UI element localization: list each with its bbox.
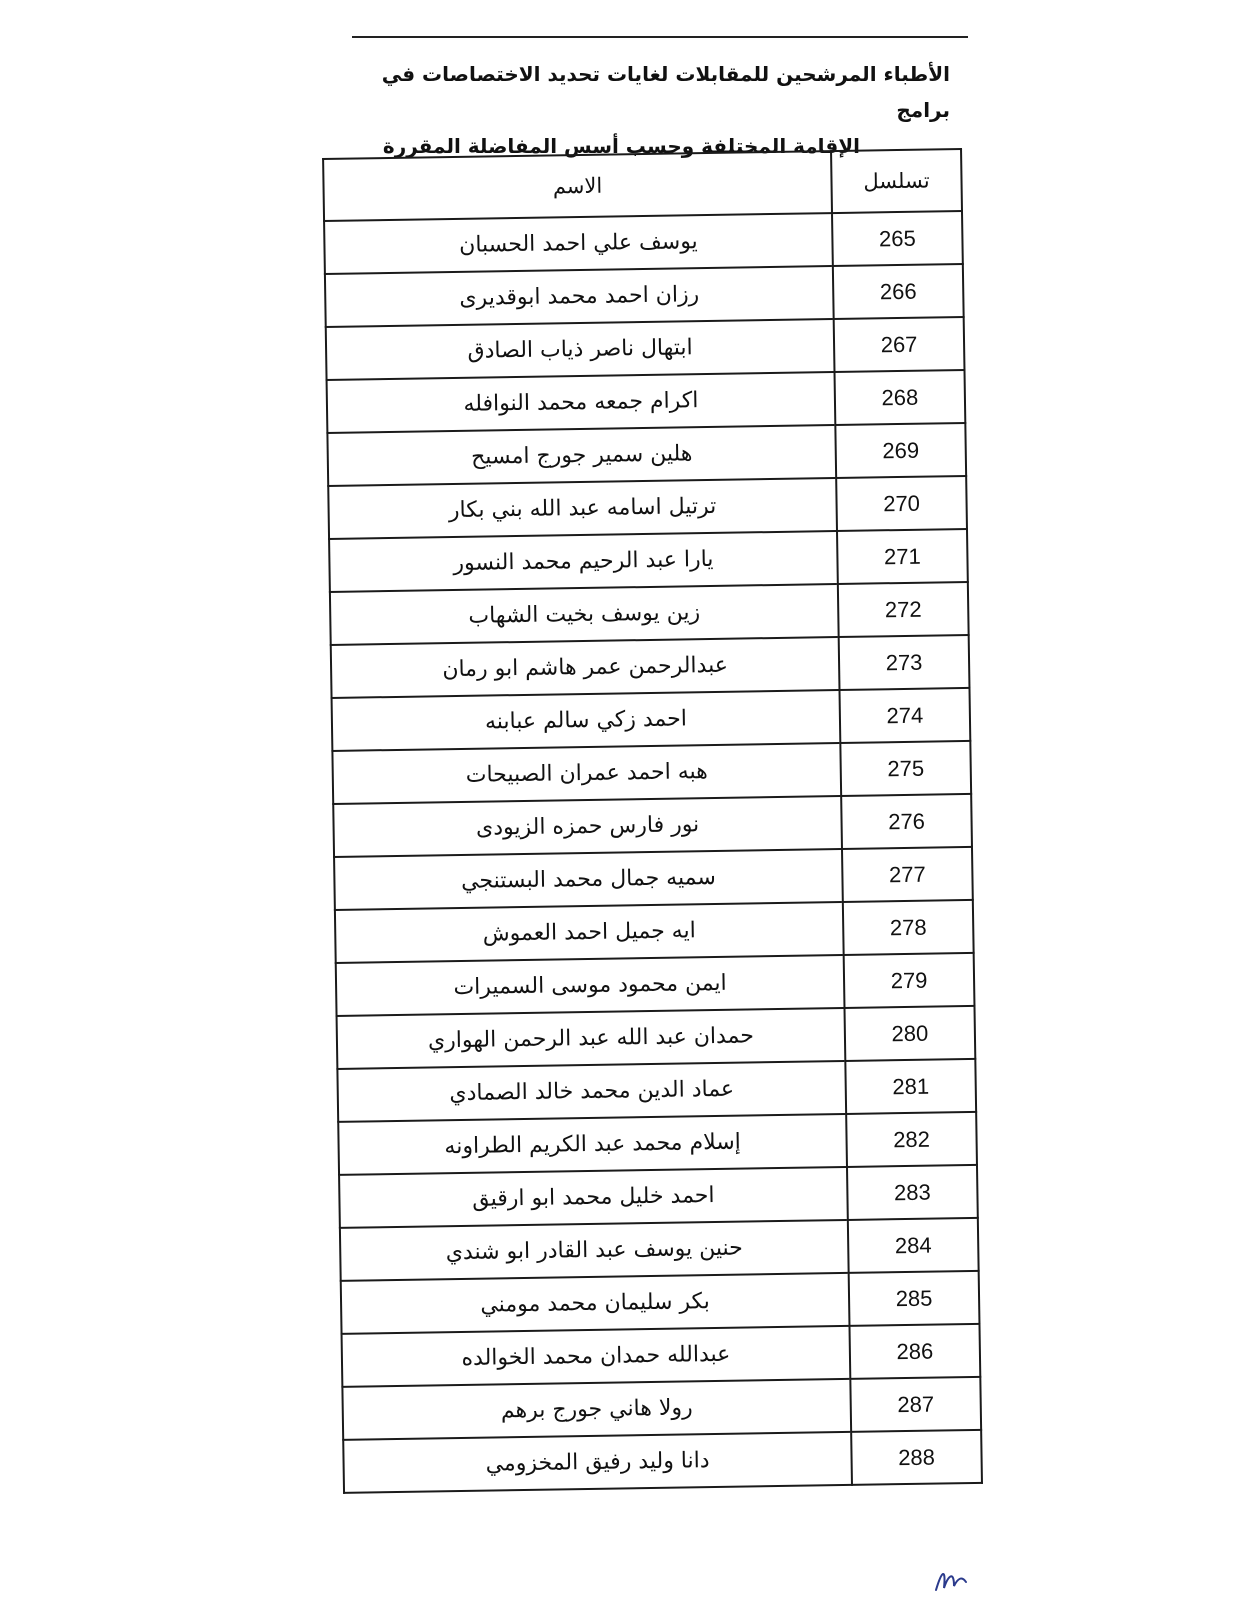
- row-candidate-name: اكرام جمعه محمد النوافله: [327, 372, 836, 433]
- row-candidate-name: سميه جمال محمد البستنجي: [334, 849, 843, 910]
- row-sequence-number: 276: [841, 794, 972, 849]
- row-sequence-number: 284: [848, 1218, 979, 1273]
- row-sequence-number: 270: [836, 476, 967, 531]
- row-sequence-number: 280: [844, 1006, 975, 1061]
- row-candidate-name: ايه جميل احمد العموش: [335, 902, 844, 963]
- row-candidate-name: رزان احمد محمد ابوقديرى: [325, 266, 834, 327]
- document-title: [330, 56, 950, 164]
- row-sequence-number: 283: [847, 1165, 978, 1220]
- row-sequence-number: 286: [849, 1324, 980, 1379]
- handwritten-initial-mark: [932, 1560, 972, 1600]
- candidates-table: [322, 148, 983, 1494]
- row-candidate-name: عبدالرحمن عمر هاشم ابو رمان: [331, 637, 840, 698]
- row-sequence-number: 285: [849, 1271, 980, 1326]
- row-sequence-number: 268: [835, 370, 966, 425]
- row-sequence-number: 274: [839, 688, 970, 743]
- row-candidate-name: دانا وليد رفيق المخزومي: [343, 1432, 852, 1493]
- table-row: [343, 1430, 982, 1493]
- row-candidate-name: احمد خليل محمد ابو ارقيق: [339, 1167, 848, 1228]
- row-candidate-name: هبه احمد عمران الصبيحات: [332, 743, 841, 804]
- row-candidate-name: يوسف علي احمد الحسبان: [324, 213, 833, 274]
- row-sequence-number: 273: [839, 635, 970, 690]
- header-sequence: تسلسل: [831, 149, 962, 213]
- row-candidate-name: إسلام محمد عبد الكريم الطراونه: [338, 1114, 847, 1175]
- row-sequence-number: 272: [838, 582, 969, 637]
- row-sequence-number: 269: [835, 423, 966, 478]
- row-candidate-name: ابتهال ناصر ذياب الصادق: [326, 319, 835, 380]
- row-candidate-name: حمدان عبد الله عبد الرحمن الهواري: [337, 1008, 846, 1069]
- row-candidate-name: ترتيل اسامه عبد الله بني بكار: [328, 478, 837, 539]
- row-candidate-name: نور فارس حمزه الزيودى: [333, 796, 842, 857]
- top-rule: [352, 36, 968, 38]
- row-sequence-number: 279: [844, 953, 975, 1008]
- row-sequence-number: 281: [845, 1059, 976, 1114]
- row-sequence-number: 288: [851, 1430, 982, 1485]
- row-candidate-name: زين يوسف بخيت الشهاب: [330, 584, 839, 645]
- row-candidate-name: احمد زكي سالم عبابنه: [332, 690, 841, 751]
- row-candidate-name: بكر سليمان محمد مومني: [341, 1273, 850, 1334]
- row-candidate-name: هلين سمير جورج امسيح: [327, 425, 836, 486]
- row-sequence-number: 267: [834, 317, 965, 372]
- row-candidate-name: عماد الدين محمد خالد الصمادي: [337, 1061, 846, 1122]
- row-sequence-number: 275: [840, 741, 971, 796]
- title-line-2: الإقامة المختلفة وحسب أسس المفاضلة المقررة: [382, 134, 860, 158]
- table-header-row: [323, 149, 962, 221]
- row-sequence-number: 277: [842, 847, 973, 902]
- table-body: [324, 211, 982, 1493]
- row-sequence-number: 282: [846, 1112, 977, 1167]
- header-name: الاسم: [323, 151, 832, 221]
- row-candidate-name: عبدالله حمدان محمد الخوالده: [342, 1326, 851, 1387]
- row-sequence-number: 271: [837, 529, 968, 584]
- row-candidate-name: يارا عبد الرحيم محمد النسور: [329, 531, 838, 592]
- row-candidate-name: ايمن محمود موسى السميرات: [336, 955, 845, 1016]
- row-sequence-number: 278: [843, 900, 974, 955]
- row-candidate-name: حنين يوسف عبد القادر ابو شندي: [340, 1220, 849, 1281]
- row-sequence-number: 266: [833, 264, 964, 319]
- row-candidate-name: رولا هاني جورج برهم: [342, 1379, 851, 1440]
- row-sequence-number: 287: [850, 1377, 981, 1432]
- title-line-1: الأطباء المرشحين للمقابلات لغايات تحديد الاختصاصات في برامج: [381, 62, 950, 122]
- row-sequence-number: 265: [832, 211, 963, 266]
